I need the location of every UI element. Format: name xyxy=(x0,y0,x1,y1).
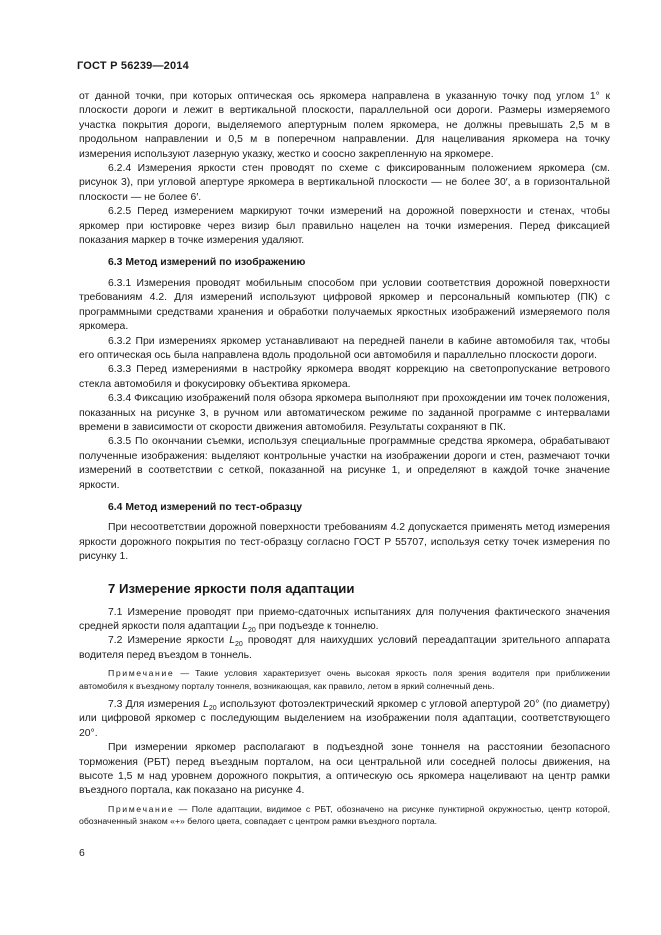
paragraph-7-2 xyxy=(79,634,610,663)
note-label: Примечание xyxy=(108,668,175,679)
symbol-subscript: 20 xyxy=(234,641,243,649)
symbol-L: L xyxy=(229,635,235,647)
page-number: 6 xyxy=(79,848,85,859)
text-run: проводят для наихудших условий переадаптации зрительного аппарата водителя перед въездом в тоннель. xyxy=(79,635,610,661)
paragraph-7-3-placement: При измерении яркомер располагают в подъездной зоне тоннеля на расстоянии безопасного торможения (РБТ) перед въездным порталом, на оси центральной или соседней полосы движения, на высоте 1,5 м над уровнем дорожного покрытия, а оптическую ось яркомера нацеливают на центр рамки въездного портала, как показано на рисунке 4. xyxy=(79,742,610,797)
paragraph-6-3-3: 6.3.3 Перед измерениями в настройку яркомера вводят коррекцию на светопропускание ветрового стекла автомобиля и фокусировку объектива яркомера. xyxy=(79,364,610,390)
paragraph-6-3-5: 6.3.5 По окончании съемки, используя специальные программные средства яркомера, обрабатывают полученные изображения: выделяют контрольные участки на изображении дороги и стен, размечают точки измерений в соответствии с сеткой, показанной на рисунке 1, и определяют в каждой точке значение яркости. xyxy=(79,436,610,491)
note-text: Поле адаптации, видимое с РБТ, обозначено на рисунке пунктирной окружностью, центр которой, обозначенный знаком «+» белого цвета, совпадает с центром рамки въездного портала. xyxy=(79,803,610,827)
paragraph-6-2-4: 6.2.4 Измерения яркости стен проводят по схеме с фиксированным положением яркомера (см. рисунок 3), при угловой апертуре яркомера в вертикальной плоскости — не более 30′, а в горизонтальной плоскости — не более 6′. xyxy=(79,163,610,203)
section-heading-6-4: 6.4 Метод измерений по тест-образцу xyxy=(108,501,303,513)
note-label: Примечание xyxy=(108,803,175,814)
note-2 xyxy=(79,803,610,828)
paragraph-6-3-1: 6.3.1 Измерения проводят мобильным способом при условии соответствия дорожной поверхности требованиям 4.2. Для измерений используют цифровой яркомер и персональный компьютер (ПК) с программными средствами хранения и обработки получаемых яркостных изображений измеряемого поля яркомера. xyxy=(79,277,610,333)
paragraph-7-1 xyxy=(79,606,610,635)
note-dash: — xyxy=(174,803,192,814)
note-dash: — xyxy=(174,668,196,679)
text-run: 7.1 Измерение проводят при приемо-сдаточных испытаниях для получения фактического значения средней яркости поля адаптации xyxy=(79,606,610,632)
note-1 xyxy=(79,667,610,692)
document-body xyxy=(79,90,610,834)
symbol-subscript: 20 xyxy=(208,705,217,713)
symbol-L: L xyxy=(242,621,248,632)
text-run: 7.3 Для измерения xyxy=(108,699,204,711)
paragraph-6-2-5: 6.2.5 Перед измерением маркируют точки измерений на дорожной поверхности и стенах, чтобы яркомер при юстировке через визир был правильно нацелен на точки измерения. Перед фиксацией показания маркер в точке измерения удаляют. xyxy=(79,206,610,247)
paragraph-6-4: При несоответствии дорожной поверхности требованиям 4.2 допускается применять метод измерения яркости дорожного покрытия по тест-образцу согласно ГОСТ Р 55707, используя сетку точек измерения по рисунку 1. xyxy=(79,522,610,563)
text-run: 7.2 Измерение яркости xyxy=(108,635,230,647)
paragraph-6-3-4: 6.3.4 Фиксацию изображений поля обзора яркомера выполняют при прохождении им точек положения, показанных на рисунке 3, в ручном или автоматическом режиме по заданной программе с интервалами времени в зависимости от скорости движения автомобиля. Результаты сохраняют в ПК. xyxy=(79,393,610,433)
text-run: используют фотоэлектрический яркомер с угловой апертурой 20° (по диаметру) или цифровой яркомер с последующим выделением на изображении поля адаптации, соответствующего 20°. xyxy=(79,699,610,739)
paragraph-continuation: от данной точки, при которых оптическая ось яркомера направлена в указанную точку под углом 1° к плоскости дороги и лежит в вертикальной плоскости, параллельной оси дороги. Размеры измеряемого участка покрытия дороги, выделяемого апертурным полем яркомера, не должны превышать 2,5 м в продольном направлении и 0,5 м в поперечном направлении. Для нацеливания яркомера на точку измерения используют лазерную указку, жестко и соосно закрепленную на яркомере. xyxy=(79,91,610,160)
section-heading-7: 7 Измерение яркости поля адаптации xyxy=(108,580,355,596)
paragraph-6-3-2: 6.3.2 При измерениях яркомер устанавливают на передней панели в кабине автомобиля так, чтобы его оптическая ось была направлена вдоль продольной оси автомобиля и параллельно плоскости дороги. xyxy=(79,335,610,361)
symbol-L: L xyxy=(203,699,209,711)
text-run: при подъезде к тоннелю. xyxy=(255,621,379,632)
document-code-header: ГОСТ Р 56239—2014 xyxy=(77,60,189,72)
paragraph-7-3 xyxy=(79,698,610,741)
section-heading-6-3: 6.3 Метод измерений по изображению xyxy=(108,257,306,269)
symbol-subscript: 20 xyxy=(247,627,256,635)
note-text: Такие условия характеризует очень высокая яркость поля зрения водителя при приближении автомобиля к въездному порталу тоннеля, возникающая, как правило, летом в яркий солнечный день. xyxy=(79,668,611,691)
